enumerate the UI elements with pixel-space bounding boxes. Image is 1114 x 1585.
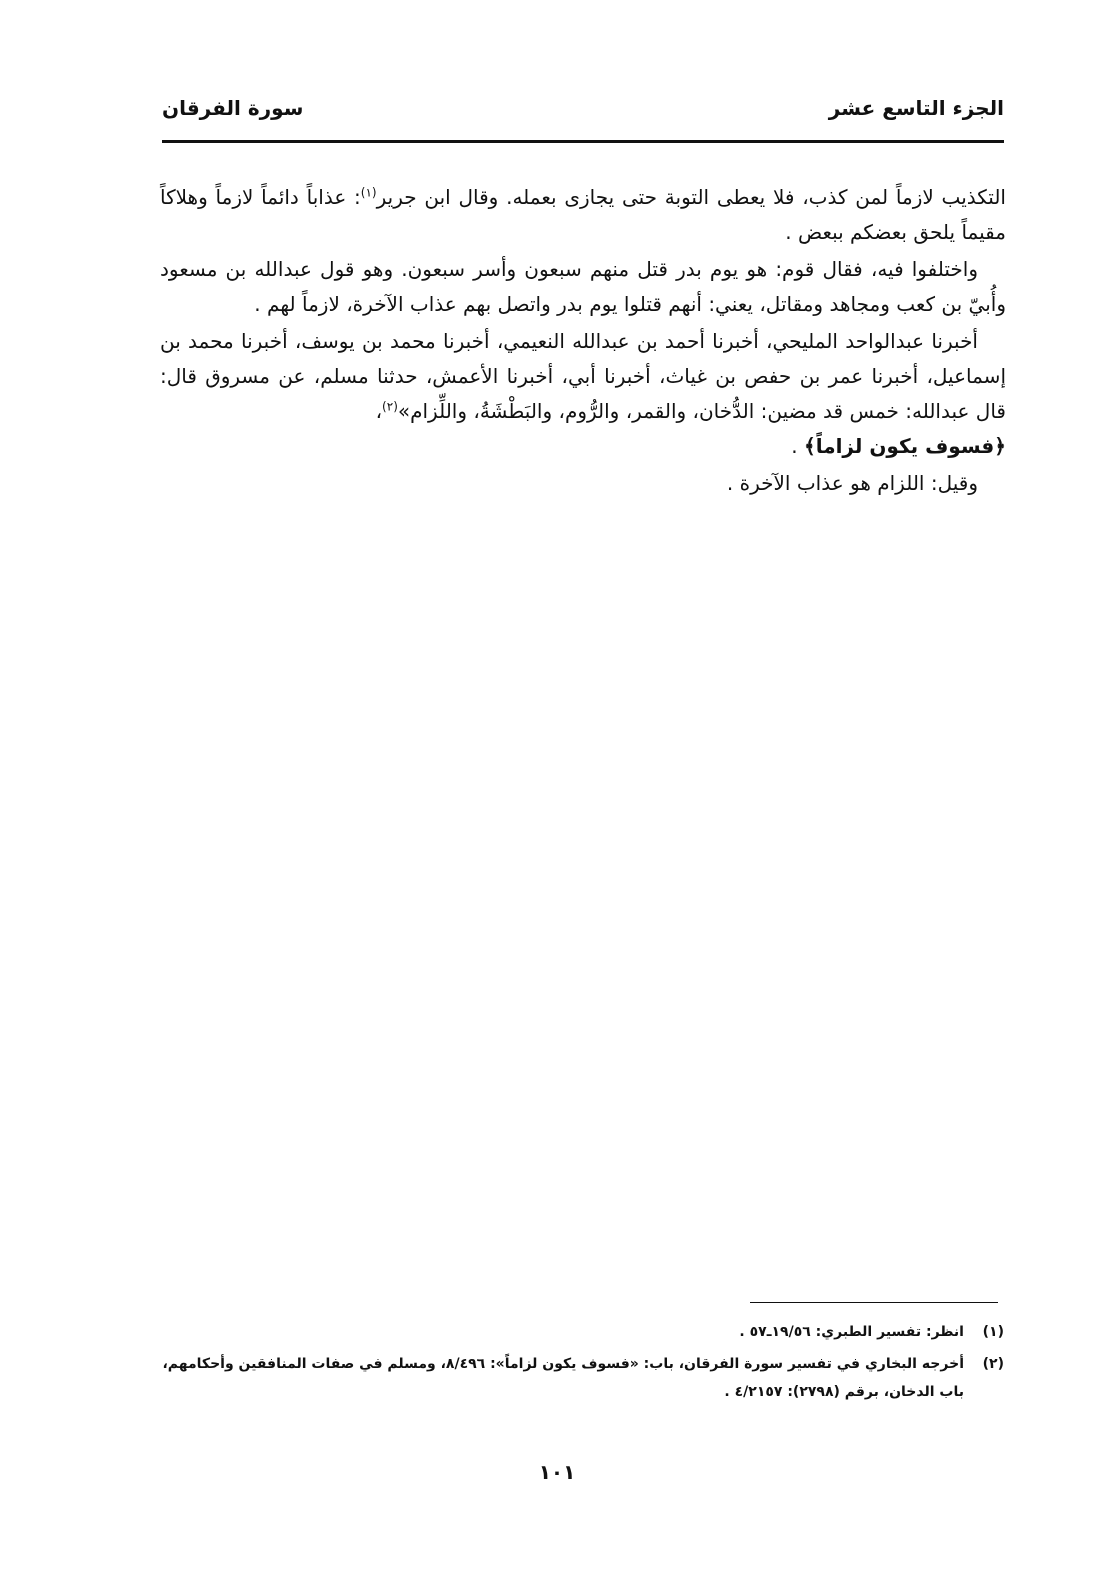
footnote-number: (٢) [982, 1356, 1004, 1372]
footnote-ref-1: (١) [360, 185, 377, 200]
footnote-divider [750, 1302, 998, 1303]
paragraph-3: أخبرنا عبدالواحد المليحي، أخبرنا أحمد بن عبدالله النعيمي، أخبرنا محمد بن يوسف، أخبرنا محمد بن إسماعيل، أخبرنا عمر بن حفص بن غياث، أخبرنا أبي، أخبرنا الأعمش، حدثنا مسلم، عن مسروق قال: قال عبدالله: خمس قد مضين: الدُّخان، والقمر، والرُّوم، والبَطْشَةُ، واللِّزام»$^{(٢)}$، ﴿فسوف يكون لزاماً﴾ . [160, 329, 1006, 458]
paragraph-2: واختلفوا فيه، فقال قوم: هو يوم بدر قتل منهم سبعون وأسر سبعون. وهو قول عبدالله بن مسعود وأُبيّ بن كعب ومجاهد ومقاتل، يعني: أنهم قتلوا يوم بدر واتصل بهم عذاب الآخرة، لازماً لهم . [160, 257, 1006, 316]
footnote-text: انظر: تفسير الطبري: ١٩/٥٦ـ٥٧ . [739, 1324, 964, 1340]
footnote-1 [162, 1318, 1004, 1346]
footnote-ref-2: (٢) [382, 399, 398, 414]
paragraph-1: التكذيب لازماً لمن كذب، فلا يعطى التوبة حتى يجازى بعمله. وقال ابن جرير$^{(١)}$: عذاباً دائماً لازماً وهلاكاً مقيماً يلحق بعضكم ببعض . [160, 185, 1006, 244]
surah-title: سورة الفرقان [162, 96, 304, 120]
paragraph-4: وقيل: اللزام هو عذاب الآخرة . [726, 471, 978, 495]
footnote-text: أخرجه البخاري في تفسير سورة الفرقان، باب: «فسوف يكون لزاماً»: ٨/٤٩٦، ومسلم في صفات المنافقين وأحكامهم، باب الدخان، برقم (٢٧٩٨): ٤/٢١٥٧ . [162, 1356, 964, 1400]
footnote-number: (١) [982, 1324, 1004, 1340]
quran-verse: ﴿فسوف يكون لزاماً﴾ [803, 434, 1006, 458]
running-header [162, 88, 1004, 128]
header-divider [162, 140, 1004, 143]
footnotes [162, 1318, 1004, 1410]
page-number: ١٠١ [538, 1460, 576, 1484]
main-text [160, 180, 1006, 503]
part-title: الجزء التاسع عشر [828, 96, 1004, 120]
footnote-2 [162, 1350, 1004, 1406]
